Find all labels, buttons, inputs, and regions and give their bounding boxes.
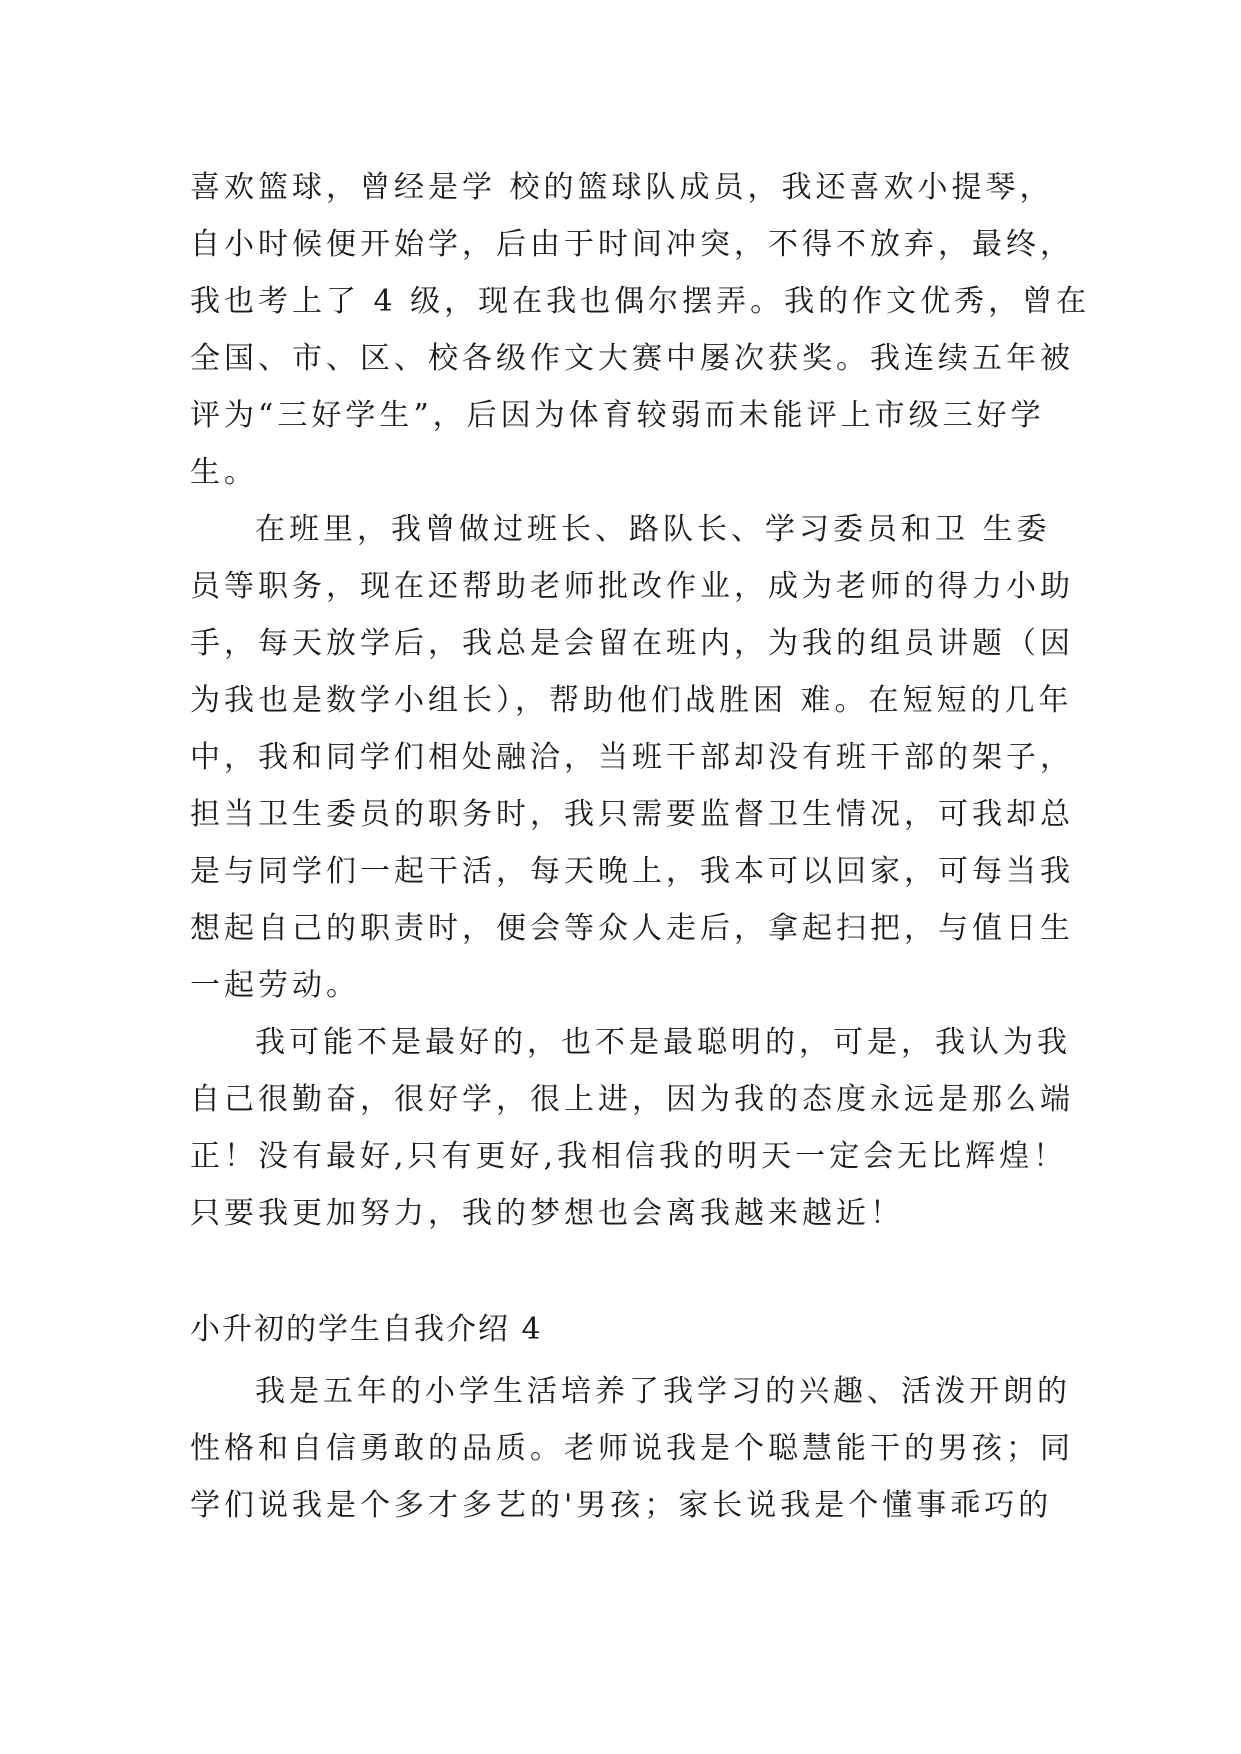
paragraph-line: 我是五年的小学生活培养了我学习的兴趣、活泼开朗的 [255, 1374, 1071, 1409]
paragraph-line: 员等职务，现在还帮助老师批改作业，成为老师的得力小助 [190, 569, 1074, 604]
paragraph-line: 学们说我是个多才多艺的'男孩；家长说我是个懂事乖巧的 [190, 1488, 1053, 1523]
paragraph-line: 手，每天放学后，我总是会留在班内，为我的组员讲题（因 [190, 626, 1074, 661]
section-heading: 小升初的学生自我介绍 4 [190, 1312, 543, 1347]
paragraph-line: 一起劳动。 [190, 968, 360, 1003]
paragraph-line: 正！没有最好,只有更好,我相信我的明天一定会无比辉煌！ [190, 1139, 1068, 1174]
paragraph-line: 自己很勤奋，很好学，很上进，因为我的态度永远是那么端 [190, 1082, 1074, 1117]
paragraph-line: 自小时候便开始学，后由于时间冲突，不得不放弃，最终， [190, 227, 1074, 262]
paragraph-line: 是与同学们一起干活，每天晚上，我本可以回家，可每当我 [190, 854, 1074, 889]
paragraph-line: 全国、市、区、校各级作文大赛中屡次获奖。我连续五年被 [190, 341, 1074, 376]
paragraph-line: 为我也是数学小组长），帮助他们战胜困 难。在短短的几年 [190, 683, 1073, 718]
paragraph-line: 担当卫生委员的职务时，我只需要监督卫生情况，可我却总 [190, 797, 1074, 832]
paragraph-line: 我也考上了 4 级，现在我也偶尔摆弄。我的作文优秀，曾在 [190, 284, 1091, 319]
paragraph-line: 只要我更加努力，我的梦想也会离我越来越近！ [190, 1196, 904, 1231]
paragraph-line: 想起自己的职责时，便会等众人走后，拿起扫把，与值日生 [190, 911, 1074, 946]
paragraph-line: 中，我和同学们相处融洽，当班干部却没有班干部的架子， [190, 740, 1074, 775]
paragraph-line: 在班里，我曾做过班长、路队长、学习委员和卫 生委 [255, 512, 1051, 547]
paragraph-line: 我可能不是最好的，也不是最聪明的，可是，我认为我 [255, 1025, 1071, 1060]
paragraph-line: 喜欢篮球，曾经是学 校的篮球队成员，我还喜欢小提琴， [190, 170, 1054, 205]
paragraph-line: 性格和自信勇敢的品质。老师说我是个聪慧能干的男孩；同 [190, 1431, 1074, 1466]
paragraph-line: 评为“三好学生”，后因为体育较弱而未能评上市级三好学 [190, 398, 1045, 433]
paragraph-line: 生。 [190, 455, 258, 490]
